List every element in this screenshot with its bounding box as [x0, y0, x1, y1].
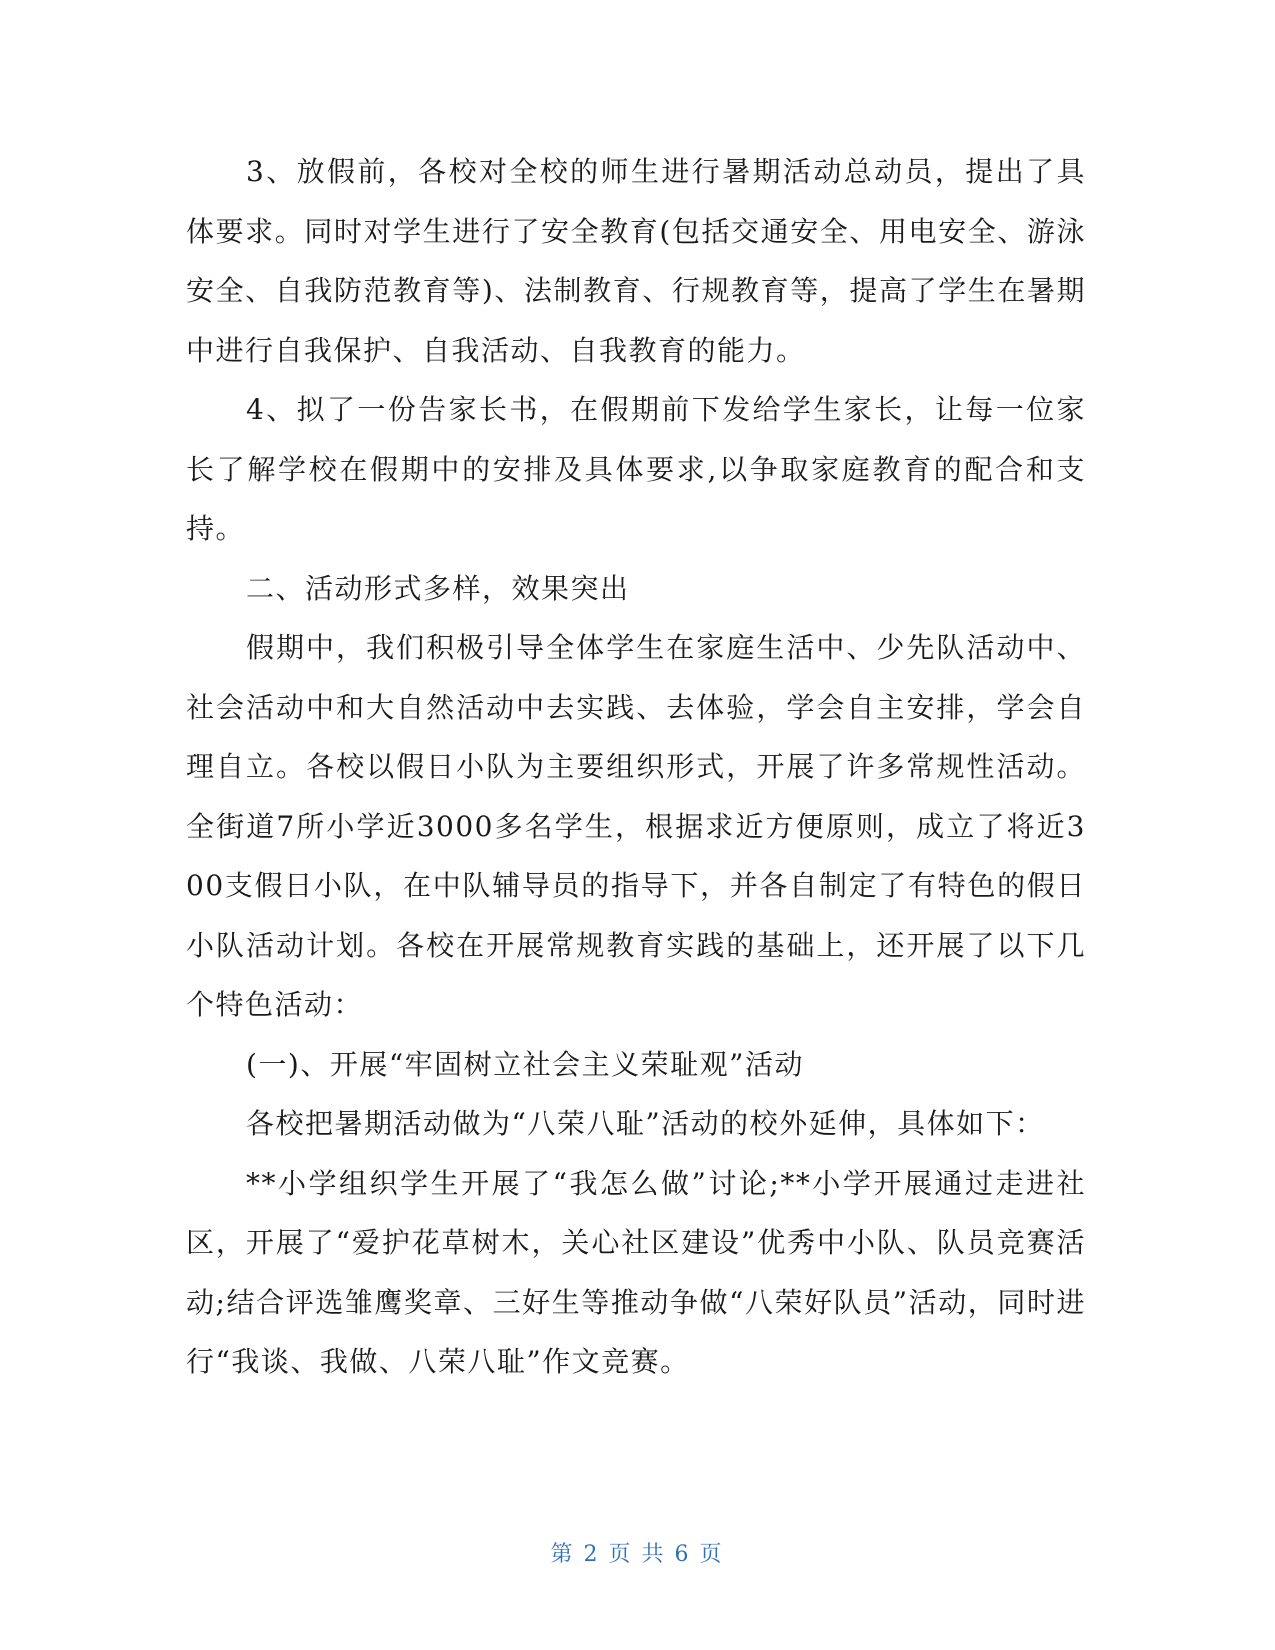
document-body [186, 142, 1086, 1392]
section-heading-2: 二、活动形式多样，效果突出 [246, 571, 630, 605]
subsection-heading-1: (一)、开展“牢固树立社会主义荣耻观”活动 [246, 1047, 804, 1081]
footer-total-prefix: 共 [641, 1542, 667, 1567]
page-number-footer [0, 1537, 1275, 1568]
paragraph-item-3: 3、放假前，各校对全校的师生进行暑期活动总动员，提出了具体要求。同时对学生进行了安全教育(包括交通安全、用电安全、游泳安全、自我防范教育等)、法制教育、行规教育等，提高了学生在暑期中进行自我保护、自我活动、自我教育的能力。 [186, 155, 1086, 367]
paragraph-extension: 各校把暑期活动做为“八荣八耻”活动的校外延伸，具体如下： [246, 1107, 1045, 1140]
paragraph-item-4: 4、拟了一份告家长书，在假期前下发给学生家长，让每一位家长了解学校在假期中的安排及具体要求,以争取家庭教育的配合和支持。 [186, 393, 1086, 545]
footer-page-word: 页 [608, 1542, 634, 1567]
paragraph-holiday-activities: 假期中，我们积极引导全体学生在家庭生活中、少先队活动中、社会活动中和大自然活动中去实践、去体验，学会自主安排，学会自理自立。各校以假日小队为主要组织形式，开展了许多常规性活动。全街道7所小学近3000多名学生，根据求近方便原则，成立了将近300支假日小队，在中队辅导员的指导下，并各自制定了有特色的假日小队活动计划。各校在开展常规教育实践的基础上，还开展了以下几个特色活动： [186, 631, 1086, 1021]
footer-prefix: 第 [550, 1542, 576, 1567]
footer-current-page: 2 [583, 1542, 601, 1567]
footer-total-pages: 6 [674, 1542, 692, 1567]
paragraph-school-activities: **小学组织学生开展了“我怎么做”讨论;**小学开展通过走进社区，开展了“爱护花草树木，关心社区建设”优秀中小队、队员竞赛活动;结合评选雏鹰奖章、三好生等推动争做“八荣好队员”活动，同时进行“我谈、我做、八荣八耻”作文竞赛。 [186, 1166, 1086, 1378]
footer-suffix: 页 [699, 1542, 725, 1567]
